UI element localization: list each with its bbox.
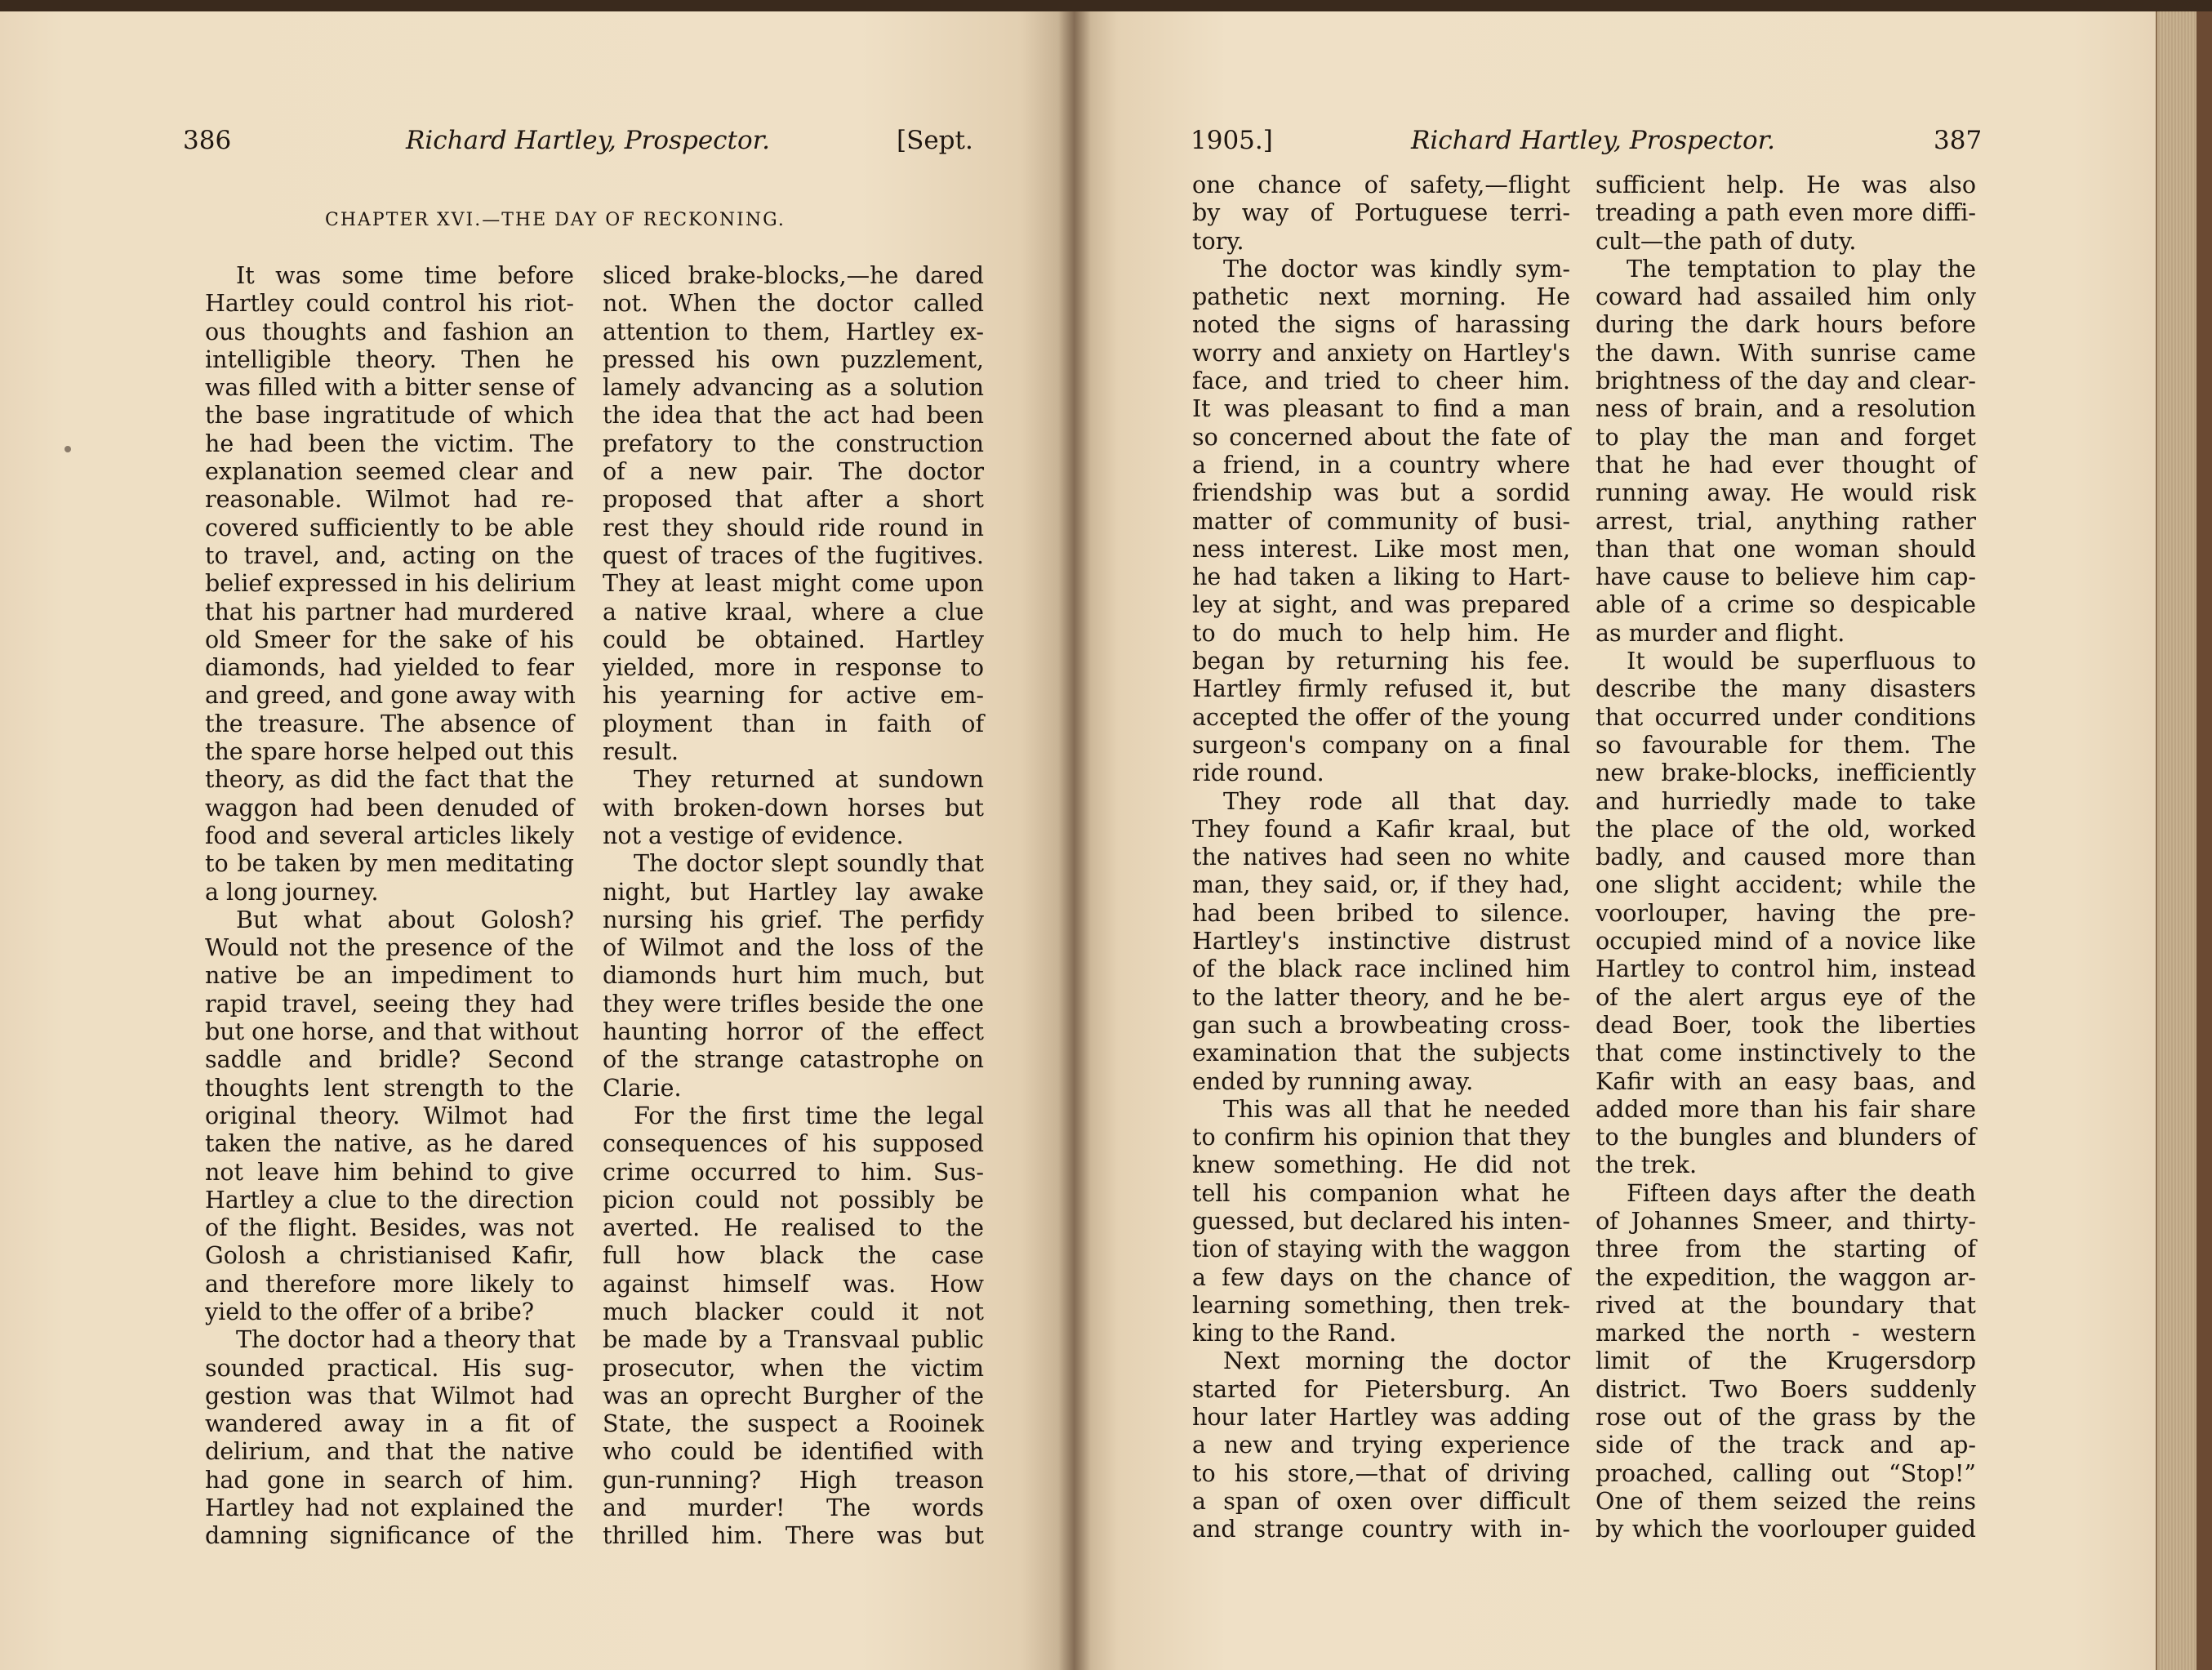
text-line: arrest, trial, anything rather: [1596, 507, 1976, 535]
text-line: against himself was. How: [603, 1270, 984, 1298]
text-line: the natives had seen no white: [1192, 844, 1570, 871]
page-number: 387: [1934, 126, 1983, 155]
book-gutter: [1058, 11, 1091, 1670]
text-line: proposed that after a short: [603, 486, 984, 514]
text-line: a native kraal, where a clue: [603, 598, 984, 626]
text-line: and hurriedly made to take: [1596, 787, 1976, 815]
text-line: they were trifles beside the one: [603, 990, 984, 1018]
left-page-column-2: [603, 262, 984, 1551]
text-line: one slight accident; while the: [1596, 871, 1976, 899]
text-line: started for Pietersburg. An: [1192, 1375, 1570, 1403]
text-line: Clarie.: [603, 1074, 682, 1102]
text-line: rest they should ride round in: [603, 514, 984, 541]
text-line: full how black the case: [603, 1242, 984, 1270]
text-line: native be an impediment to: [205, 962, 574, 990]
text-line: friendship was but a sordid: [1192, 479, 1570, 507]
text-line: crime occurred to him. Sus-: [603, 1158, 984, 1186]
right-page-column-2: [1596, 171, 1976, 1544]
text-line: This was all that he needed: [1223, 1095, 1570, 1123]
text-line: added more than his fair share: [1596, 1095, 1976, 1123]
text-line: a friend, in a country where: [1192, 451, 1570, 479]
text-line: ployment than in faith of: [603, 710, 984, 737]
text-line: They found a Kafir kraal, but: [1192, 815, 1570, 843]
text-line: thrilled him. There was but: [603, 1522, 984, 1550]
text-line: delirium, and that the native: [205, 1438, 574, 1466]
text-line: guessed, but declared his inten-: [1192, 1207, 1570, 1235]
right-page-header: [0, 122, 2156, 158]
text-line: prosecutor, when the victim: [603, 1354, 984, 1382]
text-line: prefatory to the construction: [603, 430, 984, 457]
text-line: picion could not possibly be: [603, 1186, 984, 1214]
text-line: worry and anxiety on Hartley's: [1192, 339, 1570, 367]
page-number: 386: [183, 126, 232, 155]
text-line: gan such a browbeating cross-: [1192, 1011, 1570, 1039]
text-line: of the flight. Besides, was not: [205, 1214, 574, 1242]
text-line: of the strange catastrophe on: [603, 1046, 984, 1074]
text-line: night, but Hartley lay awake: [603, 878, 984, 906]
text-line: and murder! The words: [603, 1494, 984, 1522]
text-line: proached, calling out “Stop!”: [1596, 1459, 1976, 1487]
text-line: quest of traces of the fugitives.: [603, 541, 984, 569]
text-line: the base ingratitude of which: [205, 402, 574, 430]
text-line: that come instinctively to the: [1596, 1040, 1976, 1067]
text-line: of the black race inclined him: [1192, 955, 1570, 983]
text-line: that he had ever thought of: [1596, 451, 1976, 479]
text-line: ley at sight, and was prepared: [1192, 591, 1570, 619]
text-line: new brake-blocks, inefficiently: [1596, 759, 1976, 787]
text-line: dead Boer, took the liberties: [1596, 1011, 1976, 1039]
text-line: ended by running away.: [1192, 1067, 1474, 1095]
text-line: to his store,—that of driving: [1192, 1459, 1570, 1487]
text-line: The temptation to play the: [1627, 255, 1976, 283]
text-line: a span of oxen over difficult: [1192, 1487, 1570, 1515]
text-line: occupied mind of a novice like: [1596, 928, 1976, 955]
text-line: Fifteen days after the death: [1627, 1179, 1976, 1207]
chapter-heading: CHAPTER XVI.—THE DAY OF RECKONING.: [325, 210, 786, 230]
text-line: They rode all that day.: [1223, 787, 1570, 815]
ink-speck: [65, 446, 71, 452]
text-line: wandered away in a fit of: [205, 1410, 574, 1438]
text-line: They returned at sundown: [634, 766, 984, 794]
text-line: matter of community of busi-: [1192, 507, 1570, 535]
text-line: reasonable. Wilmot had re-: [205, 486, 574, 514]
text-line: and therefore more likely to: [205, 1270, 574, 1298]
text-line: to confirm his opinion that they: [1192, 1124, 1570, 1151]
text-line: but one horse, and that without: [205, 1018, 579, 1046]
text-line: to the latter theory, and he be-: [1192, 983, 1570, 1011]
text-line: State, the suspect a Rooinek: [603, 1410, 984, 1438]
text-line: could be obtained. Hartley: [603, 626, 984, 653]
text-line: sounded practical. His sug-: [205, 1354, 574, 1382]
text-line: that occurred under conditions: [1596, 703, 1976, 731]
text-line: The doctor had a theory that: [236, 1326, 576, 1354]
text-line: knew something. He did not: [1192, 1151, 1570, 1179]
text-line: not. When the doctor called: [603, 290, 984, 318]
text-line: so concerned about the fate of: [1192, 423, 1570, 451]
text-line: to play the man and forget: [1596, 423, 1976, 451]
text-line: rose out of the grass by the: [1596, 1404, 1976, 1432]
text-line: Golosh a christianised Kafir,: [205, 1242, 574, 1270]
text-line: explanation seemed clear and: [205, 458, 574, 486]
text-line: taken the native, as he dared: [205, 1130, 574, 1158]
text-line: than that one woman should: [1596, 535, 1976, 563]
text-line: king to the Rand.: [1192, 1320, 1397, 1347]
text-line: and greed, and gone away with: [205, 682, 576, 710]
text-line: thoughts lent strength to the: [205, 1074, 574, 1102]
text-line: Hartley's instinctive distrust: [1192, 928, 1570, 955]
date-mark: [Sept.: [897, 126, 973, 155]
text-line: pressed his own puzzlement,: [603, 345, 984, 373]
text-line: was filled with a bitter sense of: [205, 374, 575, 402]
text-line: haunting horror of the effect: [603, 1018, 984, 1046]
text-line: face, and tried to cheer him.: [1192, 367, 1570, 395]
text-line: the spare horse helped out this: [205, 738, 574, 766]
text-line: a long journey.: [205, 878, 379, 906]
text-line: had been bribed to silence.: [1192, 899, 1570, 927]
text-line: gun-running? High treason: [603, 1466, 984, 1494]
text-line: tion of staying with the waggon: [1192, 1236, 1570, 1263]
text-line: the idea that the act had been: [603, 402, 984, 430]
text-line: the dawn. With sunrise came: [1596, 339, 1976, 367]
text-line: much blacker could it not: [603, 1298, 984, 1325]
text-line: damning significance of the: [205, 1522, 574, 1550]
text-line: Hartley could control his riot-: [205, 290, 574, 318]
text-line: Hartley to control him, instead: [1596, 955, 1976, 983]
text-line: Kafir with an easy baas, and: [1596, 1067, 1976, 1095]
text-line: diamonds, had yielded to fear: [205, 654, 574, 682]
text-line: rapid travel, seeing they had: [205, 990, 574, 1018]
text-line: Hartley a clue to the direction: [205, 1186, 574, 1214]
text-line: of the alert argus eye of the: [1596, 983, 1976, 1011]
text-line: attention to them, Hartley ex-: [603, 318, 984, 345]
text-line: Next morning the doctor: [1223, 1347, 1570, 1375]
text-line: It was pleasant to find a man: [1192, 395, 1570, 423]
text-line: brightness of the day and clear-: [1596, 367, 1976, 395]
text-line: noted the signs of harassing: [1192, 311, 1570, 339]
text-line: who could be identified with: [603, 1438, 984, 1466]
text-line: not leave him behind to give: [205, 1158, 574, 1186]
text-line: yielded, more in response to: [603, 654, 984, 682]
text-line: three from the starting of: [1596, 1236, 1976, 1263]
text-line: describe the many disasters: [1596, 675, 1976, 703]
text-line: of Wilmot and the loss of the: [603, 934, 984, 962]
text-line: For the first time the legal: [634, 1102, 984, 1129]
text-line: Would not the presence of the: [205, 934, 574, 962]
text-line: man, they said, or, if they had,: [1192, 871, 1570, 899]
text-line: consequences of his supposed: [603, 1130, 984, 1158]
text-line: They at least might come upon: [603, 570, 984, 598]
text-line: ride round.: [1192, 759, 1324, 787]
text-line: able of a crime so despicable: [1596, 591, 1976, 619]
text-line: he had taken a liking to Hart-: [1192, 563, 1570, 591]
text-line: side of the track and ap-: [1596, 1432, 1976, 1459]
text-line: the expedition, the waggon ar-: [1596, 1263, 1976, 1291]
text-line: of a new pair. The doctor: [603, 458, 984, 486]
text-line: marked the north - western: [1596, 1320, 1976, 1347]
text-line: coward had assailed him only: [1596, 283, 1976, 311]
text-line: running away. He would risk: [1596, 479, 1976, 507]
book-cover-edge: [2196, 11, 2212, 1670]
text-line: Hartley had not explained the: [205, 1494, 574, 1522]
text-line: the treasure. The absence of: [205, 710, 574, 737]
text-line: rived at the boundary that: [1596, 1291, 1976, 1319]
text-line: tory.: [1192, 227, 1244, 255]
text-line: so favourable for them. The: [1596, 731, 1976, 759]
text-line: result.: [603, 738, 679, 766]
text-line: accepted the offer of the young: [1192, 703, 1570, 731]
text-line: original theory. Wilmot had: [205, 1102, 574, 1129]
text-line: during the dark hours before: [1596, 311, 1976, 339]
text-line: theory, as did the fact that the: [205, 766, 574, 794]
text-line: of Johannes Smeer, and thirty-: [1596, 1207, 1976, 1235]
text-line: by way of Portuguese terri-: [1192, 199, 1570, 227]
date-mark: 1905.]: [1191, 126, 1273, 155]
right-page-column-1: [1192, 171, 1570, 1544]
text-line: averted. He realised to the: [603, 1214, 984, 1242]
text-line: saddle and bridle? Second: [205, 1046, 574, 1074]
text-line: a few days on the chance of: [1192, 1263, 1570, 1291]
text-line: to be taken by men meditating: [205, 850, 574, 878]
text-line: gestion was that Wilmot had: [205, 1382, 574, 1409]
text-line: ness interest. Like most men,: [1192, 535, 1570, 563]
text-line: limit of the Krugersdorp: [1596, 1347, 1976, 1375]
left-page-column-1: [205, 262, 579, 1551]
text-line: examination that the subjects: [1192, 1040, 1570, 1067]
text-line: It was some time before: [236, 262, 574, 289]
text-line: voorlouper, having the pre-: [1596, 899, 1976, 927]
text-line: have cause to believe him cap-: [1596, 563, 1976, 591]
text-line: pathetic next morning. He: [1192, 283, 1570, 311]
running-title: Richard Hartley, Prospector.: [1411, 126, 1775, 155]
text-line: be made by a Transvaal public: [603, 1326, 984, 1354]
text-line: was an oprecht Burgher of the: [603, 1382, 984, 1409]
text-line: sufficient help. He was also: [1596, 171, 1976, 198]
text-line: sliced brake-blocks,—he dared: [603, 262, 984, 289]
text-line: to do much to help him. He: [1192, 619, 1570, 647]
text-line: with broken-down horses but: [603, 794, 984, 822]
text-line: surgeon's company on a final: [1192, 731, 1570, 759]
text-line: yield to the offer of a bribe?: [205, 1298, 535, 1325]
text-line: diamonds hurt him much, but: [603, 962, 984, 990]
text-line: had gone in search of him.: [205, 1466, 574, 1494]
text-line: the trek.: [1596, 1151, 1698, 1179]
text-line: by which the voorlouper guided: [1596, 1516, 1976, 1543]
text-line: his yearning for active em-: [603, 682, 984, 710]
text-line: old Smeer for the sake of his: [205, 626, 574, 653]
text-line: belief expressed in his delirium: [205, 570, 576, 598]
text-line: the place of the old, worked: [1596, 815, 1976, 843]
text-line: lamely advancing as a solution: [603, 374, 984, 402]
text-line: The doctor was kindly sym-: [1223, 255, 1570, 283]
text-line: hour later Hartley was adding: [1192, 1404, 1570, 1432]
text-line: ness of brain, and a resolution: [1596, 395, 1976, 423]
text-line: badly, and caused more than: [1596, 844, 1976, 871]
text-line: a new and trying experience: [1192, 1432, 1570, 1459]
running-title: Richard Hartley, Prospector.: [406, 126, 770, 155]
text-line: food and several articles likely: [205, 822, 574, 849]
text-line: Hartley firmly refused it, but: [1192, 675, 1570, 703]
text-line: cult—the path of duty.: [1596, 227, 1857, 255]
text-line: he had been the victim. The: [205, 430, 574, 457]
text-line: One of them seized the reins: [1596, 1487, 1976, 1515]
text-line: waggon had been denuded of: [205, 794, 574, 822]
text-line: tell his companion what he: [1192, 1179, 1570, 1207]
text-line: to the bungles and blunders of: [1596, 1124, 1976, 1151]
text-line: treading a path even more diffi-: [1596, 199, 1976, 227]
text-line: learning something, then trek-: [1192, 1291, 1570, 1319]
text-line: not a vestige of evidence.: [603, 822, 904, 849]
text-line: But what about Golosh?: [236, 906, 574, 933]
text-line: to travel, and, acting on the: [205, 541, 574, 569]
text-line: The doctor slept soundly that: [634, 850, 984, 878]
text-line: ous thoughts and fashion an: [205, 318, 574, 345]
text-line: and strange country with in-: [1192, 1516, 1570, 1543]
text-line: district. Two Boers suddenly: [1596, 1375, 1976, 1403]
text-line: that his partner had murdered: [205, 598, 574, 626]
text-line: intelligible theory. Then he: [205, 345, 574, 373]
text-line: nursing his grief. The perfidy: [603, 906, 984, 933]
text-line: as murder and flight.: [1596, 619, 1845, 647]
text-line: It would be superfluous to: [1627, 648, 1976, 675]
text-line: began by returning his fee.: [1192, 648, 1570, 675]
text-line: covered sufficiently to be able: [205, 514, 574, 541]
text-line: one chance of safety,—flight: [1192, 171, 1570, 198]
